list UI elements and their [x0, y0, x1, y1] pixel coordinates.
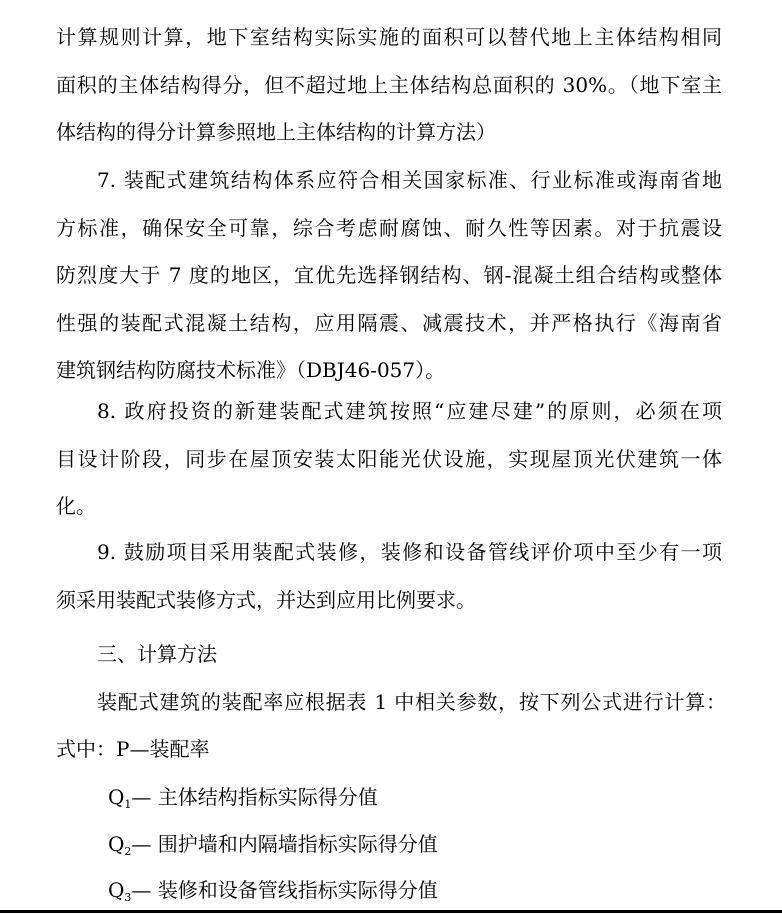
- para9-line-2: 须采用装配式装修方式，并达到应用比例要求。: [56, 588, 476, 612]
- para6-line-2: 面积的主体结构得分，但不超过地上主体结构总面积的 30%。（地下室主: [56, 73, 722, 97]
- definition-q3-var: Q: [108, 878, 125, 902]
- definition-q3-sub: 3: [124, 891, 132, 904]
- section-heading: 三、计算方法: [97, 642, 217, 666]
- para7-line-3: 防烈度大于 7 度的地区，宜优先选择钢结构、钢-混凝土组合结构或整体: [56, 263, 722, 287]
- definition-q1-var: Q: [108, 785, 125, 809]
- para7-line-2: 方标准，确保安全可靠，综合考虑耐腐蚀、耐久性等因素。对于抗震设: [56, 216, 722, 240]
- formula-intro: 装配式建筑的装配率应根据表 1 中相关参数，按下列公式进行计算：: [97, 690, 726, 714]
- para8-line-3: 化。: [56, 494, 96, 518]
- para8-line-2: 目设计阶段，同步在屋顶安装太阳能光伏设施，实现屋顶光伏建筑一体: [56, 447, 722, 471]
- definition-q2-sub: 2: [124, 845, 132, 858]
- para9-line-1: 9. 鼓励项目采用装配式装修，装修和设备管线评价项中至少有一项: [97, 540, 722, 564]
- where-line: 式中：P—装配率: [56, 737, 210, 761]
- definition-q3: [108, 876, 782, 912]
- para6-line-1: 计算规则计算，地下室结构实际实施的面积可以替代地上主体结构相同: [56, 25, 722, 49]
- definition-q2-text: — 围护墙和内隔墙指标实际得分值: [131, 832, 438, 856]
- para6-line-3: 体结构的得分计算参照地上主体结构的计算方法）: [56, 120, 496, 144]
- page-bottom-rule: [0, 910, 782, 913]
- para7-line-1: 7. 装配式建筑结构体系应符合相关国家标准、行业标准或海南省地: [97, 168, 722, 192]
- definition-q2: [108, 830, 782, 866]
- para8-line-1: 8. 政府投资的新建装配式建筑按照“应建尽建”的原则，必须在项: [97, 399, 722, 423]
- definition-q1: [108, 783, 782, 819]
- definition-q3-text: — 装修和设备管线指标实际得分值: [131, 878, 438, 902]
- para7-line-5: 建筑钢结构防腐技术标准》（DBJ46-057）。: [56, 358, 446, 382]
- para7-line-4: 性强的装配式混凝土结构，应用隔震、减震技术，并严格执行《海南省: [56, 311, 722, 335]
- definition-q1-text: — 主体结构指标实际得分值: [131, 785, 378, 809]
- definition-q1-sub: 1: [124, 798, 132, 811]
- definition-q2-var: Q: [108, 832, 125, 856]
